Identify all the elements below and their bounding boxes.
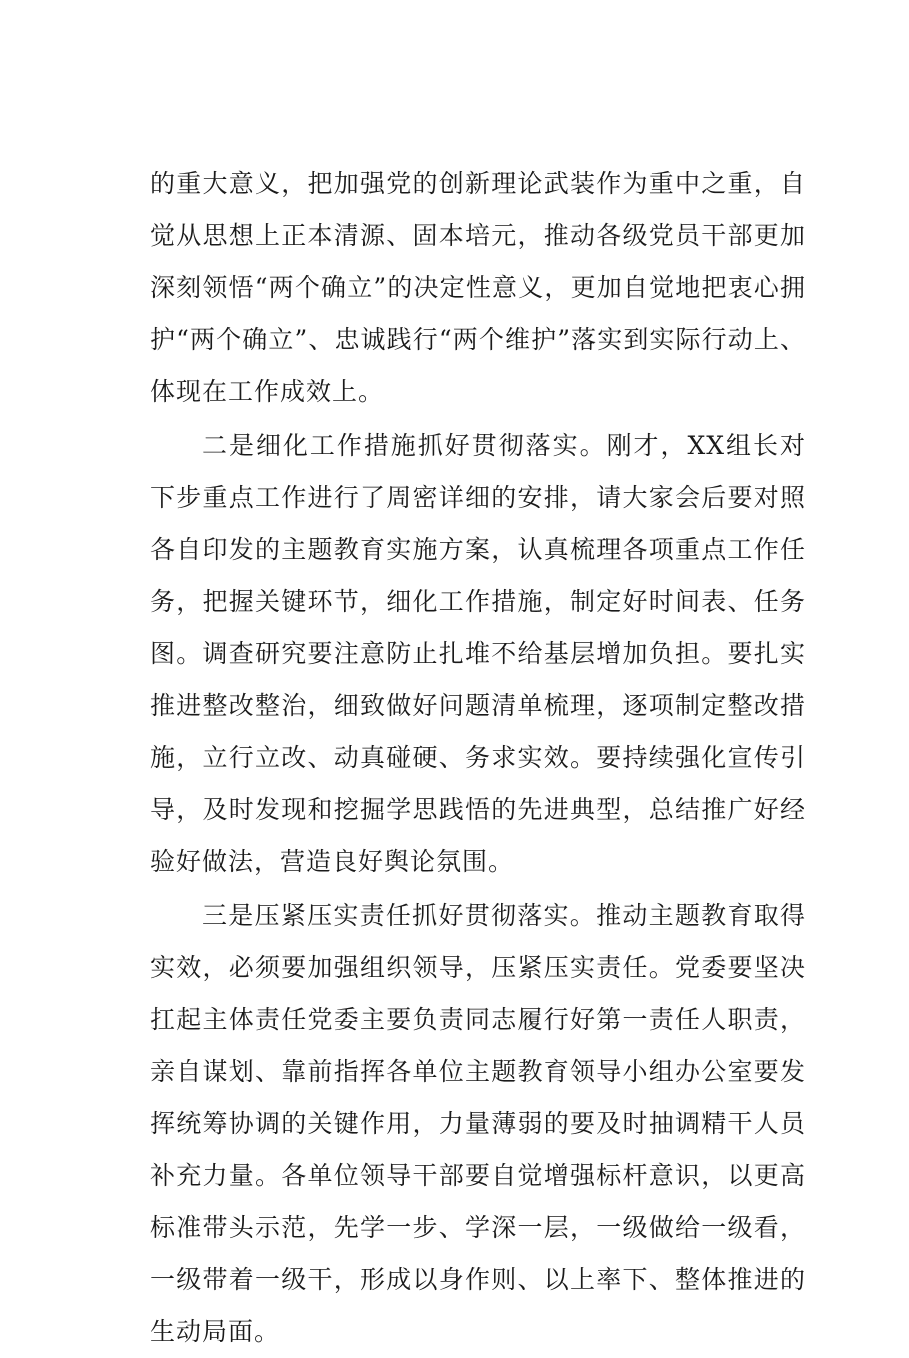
paragraph-second-point: 二是细化工作措施抓好贯彻落实。刚才，XX组长对下步重点工作进行了周密详细的安排，请大家会后要对照各自印发的主题教育实施方案，认真梳理各项重点工作任务，把握关键环节，细化工作措施，制定好时间表、任务图。调查研究要注意防止扎堆不给基层增加负担。要扎实推进整改整治，细致做好问题清单梳理，逐项制定整改措施，立行立改、动真碰硬、务求实效。要持续强化宣传引导，及时发现和挖掘学思践悟的先进典型，总结推广好经验好做法，营造良好舆论氛围。 bbox=[150, 431, 806, 876]
paragraph-third-point: 三是压紧压实责任抓好贯彻落实。推动主题教育取得实效，必须要加强组织领导，压紧压实责任。党委要坚决扛起主体责任党委主要负责同志履行好第一责任人职责，亲自谋划、靠前指挥各单位主题教育领导小组办公室要发挥统筹协调的关键作用，力量薄弱的要及时抽调精干人员补充力量。各单位领导干部要自觉增强标杆意识，以更高标准带头示范，先学一步、学深一层，一级做给一级看，一级带着一级干，形成以身作则、以上率下、整体推进的生动局面。 bbox=[150, 901, 806, 1346]
document-body bbox=[150, 158, 806, 1358]
paragraph-continuation: 的重大意义，把加强党的创新理论武装作为重中之重，自觉从思想上正本清源、固本培元，推动各级党员干部更加深刻领悟“两个确立”的决定性意义，更加自觉地把衷心拥护“两个确立”、忠诚践行“两个维护”落实到实际行动上、体现在工作成效上。 bbox=[150, 169, 806, 406]
